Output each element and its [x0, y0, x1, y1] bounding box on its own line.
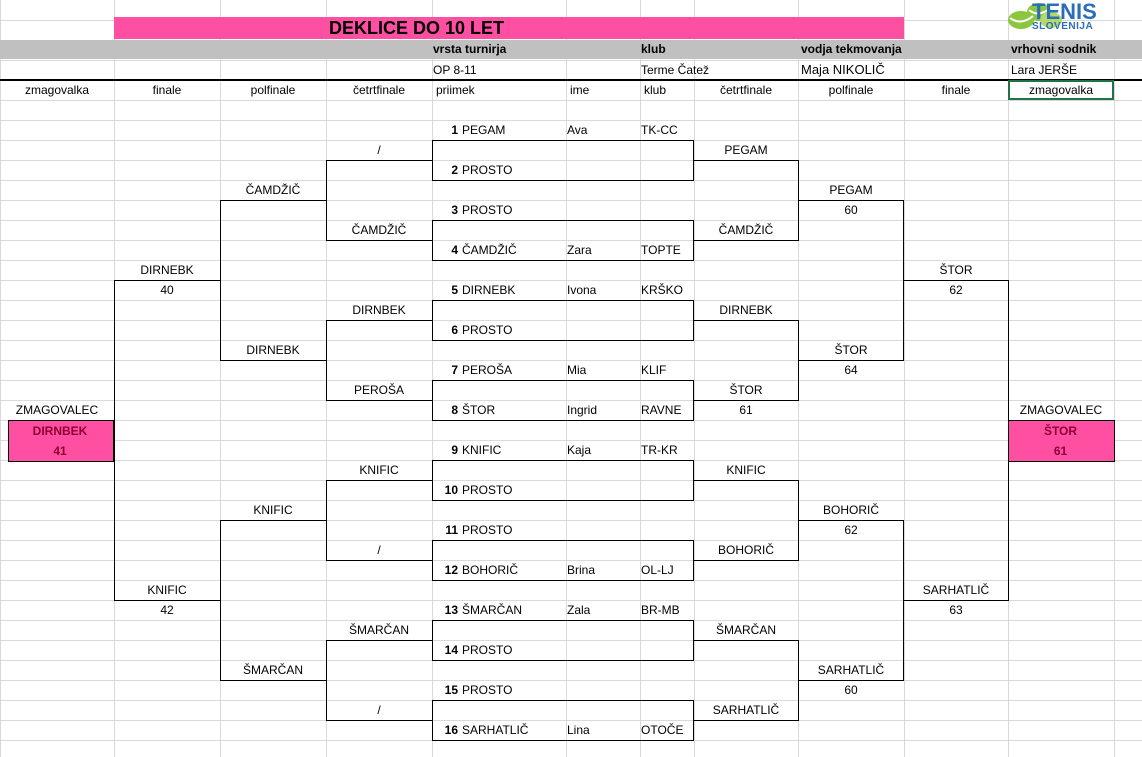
right-sf-winner: BOHORIČ: [822, 503, 879, 517]
player-underline: [432, 740, 694, 741]
meta-label-club: klub: [641, 42, 666, 56]
player-first-name: Ivona: [567, 283, 597, 297]
meta-value-referee: Lara JERŠE: [1011, 63, 1078, 77]
player-surname: PROSTO: [462, 683, 513, 697]
player-first-name: Zara: [567, 243, 592, 257]
left-qf-winner: ŠMARČAN: [348, 623, 409, 637]
bracket-line: [432, 380, 433, 421]
player-club: KRŠKO: [641, 283, 684, 297]
player-club: OL-LJ: [641, 563, 674, 577]
left-sf-line: [220, 520, 326, 521]
player-number: 7: [451, 363, 458, 377]
player-underline: [432, 300, 694, 301]
player-number: 12: [444, 563, 458, 577]
meta-label-referee: vrhovni sodnik: [1011, 42, 1097, 56]
right-sf-score: 60: [844, 683, 858, 697]
player-number: 4: [451, 243, 458, 257]
right-qf-line: [694, 480, 798, 481]
player-underline: [432, 340, 694, 341]
bracket-line: [220, 200, 221, 361]
column-header-5: ime: [570, 83, 590, 97]
right-qf-winner: ČAMDŽIČ: [718, 223, 774, 237]
player-number: 1: [451, 123, 458, 137]
player-first-name: Ingrid: [567, 403, 598, 417]
player-underline: [432, 140, 694, 141]
meta-value-director: Maja NIKOLIČ: [801, 62, 885, 77]
right-qf-line: [694, 320, 798, 321]
player-surname: ČAMDŽIČ: [462, 243, 517, 257]
left-winner-name: DIRNBEK: [32, 424, 88, 438]
bracket-line: [432, 220, 433, 261]
right-qf-winner: KNIFIC: [726, 463, 766, 477]
meta-header-band: [0, 40, 1142, 59]
bracket-line: [432, 700, 433, 741]
player-surname: PROSTO: [462, 323, 513, 337]
player-underline: [432, 540, 694, 541]
right-final-score: 62: [949, 283, 963, 297]
column-header-10: zmagovalka: [1028, 83, 1094, 97]
player-underline: [432, 220, 694, 221]
right-qf-winner: BOHORIČ: [717, 543, 774, 557]
right-sf-score: 62: [844, 523, 858, 537]
player-number: 3: [451, 203, 458, 217]
player-club: TK-CC: [641, 123, 678, 137]
player-number: 9: [451, 443, 458, 457]
column-header-2: polfinale: [250, 83, 296, 97]
player-underline: [432, 500, 694, 501]
right-final-winner: ŠTOR: [939, 263, 973, 277]
left-final-score: 40: [160, 283, 174, 297]
player-underline: [432, 620, 694, 621]
right-final-score: 63: [949, 603, 963, 617]
bracket-line: [432, 460, 433, 501]
player-first-name: Ava: [567, 123, 588, 137]
player-club: TOPTE: [641, 243, 681, 257]
player-surname: DIRNEBK: [462, 283, 516, 297]
left-qf-line: [326, 160, 432, 161]
left-qf-line: [326, 480, 432, 481]
player-surname: PEGAM: [462, 123, 506, 137]
column-header-1: finale: [152, 83, 182, 97]
page-title: DEKLICE DO 10 LET: [328, 18, 505, 38]
column-header-0: zmagovalka: [24, 83, 90, 97]
logo-title: TENIS: [1032, 0, 1097, 24]
player-number: 8: [451, 403, 458, 417]
left-qf-winner: PEROŠA: [353, 383, 404, 397]
left-final-winner: KNIFIC: [147, 583, 187, 597]
player-number: 14: [444, 643, 458, 657]
bracket-line: [432, 140, 433, 181]
left-qf-winner: ČAMDŽIČ: [351, 223, 407, 237]
right-qf-line: [694, 240, 798, 241]
right-sf-winner: SARHATLIČ: [817, 663, 885, 677]
bracket-line: [326, 320, 327, 401]
meta-value-club: Terme Čatež: [641, 63, 710, 77]
player-club: RAVNE: [641, 403, 682, 417]
player-first-name: Zala: [567, 603, 591, 617]
player-first-name: Mia: [567, 363, 587, 377]
left-final-winner: DIRNEBK: [140, 263, 194, 277]
bracket-line: [114, 280, 115, 601]
bracket-line: [432, 540, 433, 581]
player-surname: PROSTO: [462, 523, 513, 537]
player-first-name: Kaja: [567, 443, 592, 457]
right-sf-score: 60: [844, 203, 858, 217]
player-number: 15: [444, 683, 458, 697]
player-surname: PROSTO: [462, 643, 513, 657]
meta-label-director: vodja tekmovanja: [801, 42, 902, 56]
left-winner-label: ZMAGOVALEC: [15, 403, 99, 417]
bracket-line: [432, 300, 433, 341]
left-sf-line: [220, 200, 326, 201]
meta-value-tournament-type: OP 8-11: [433, 63, 477, 77]
left-qf-line: [326, 560, 432, 561]
player-surname: PROSTO: [462, 483, 513, 497]
left-sf-winner: ŠMARČAN: [242, 663, 303, 677]
left-qf-line: [326, 240, 432, 241]
right-final-winner: SARHATLIČ: [922, 583, 990, 597]
player-surname: KNIFIC: [462, 443, 502, 457]
column-header-9: finale: [941, 83, 971, 97]
left-qf-winner: DIRNBEK: [352, 303, 406, 317]
column-header-4: priimek: [436, 83, 475, 97]
column-header-8: polfinale: [828, 83, 874, 97]
player-surname: PROSTO: [462, 163, 513, 177]
bracket-line: [326, 480, 327, 561]
player-underline: [432, 420, 694, 421]
bracket-line: [326, 640, 327, 721]
left-qf-winner: /: [377, 143, 381, 157]
player-club: BR-MB: [641, 603, 680, 617]
right-qf-line: [694, 160, 798, 161]
bracket-line: [220, 520, 221, 681]
left-qf-line: [326, 400, 432, 401]
right-qf-line: [694, 720, 798, 721]
player-number: 2: [451, 163, 458, 177]
column-header-6: klub: [644, 83, 667, 97]
right-qf-winner: PEGAM: [724, 143, 768, 157]
left-qf-line: [326, 640, 432, 641]
left-qf-winner: KNIFIC: [359, 463, 399, 477]
left-final-score: 42: [160, 603, 174, 617]
player-underline: [432, 660, 694, 661]
left-sf-line: [220, 360, 326, 361]
right-qf-line: [694, 560, 798, 561]
right-sf-winner: ŠTOR: [834, 343, 868, 357]
right-winner-label: ZMAGOVALEC: [1019, 403, 1103, 417]
player-number: 11: [445, 523, 458, 537]
player-underline: [432, 380, 694, 381]
player-surname: SARHATLIČ: [462, 723, 529, 737]
left-sf-line: [220, 680, 326, 681]
player-surname: BOHORIČ: [462, 563, 519, 577]
left-winner-score: 41: [53, 444, 67, 458]
player-club: KLIF: [641, 363, 667, 377]
column-header-7: četrtfinale: [719, 83, 773, 97]
left-qf-line: [326, 720, 432, 721]
player-number: 5: [451, 283, 458, 297]
player-underline: [432, 580, 694, 581]
player-underline: [432, 460, 694, 461]
right-winner-score: 61: [1053, 444, 1068, 458]
player-underline: [432, 700, 694, 701]
player-underline: [432, 180, 694, 181]
bracket-line: [326, 160, 327, 241]
right-sf-winner: PEGAM: [829, 183, 873, 197]
player-number: 6: [451, 323, 458, 337]
player-first-name: Lina: [567, 723, 590, 737]
left-sf-winner: KNIFIC: [253, 503, 293, 517]
right-qf-winner: ŠMARČAN: [715, 623, 776, 637]
player-first-name: Brina: [567, 563, 596, 577]
left-sf-winner: ČAMDŽIČ: [245, 183, 301, 197]
player-surname: ŠMARČAN: [462, 603, 523, 617]
right-qf-score: 61: [739, 403, 753, 417]
right-qf-winner: ŠTOR: [729, 383, 763, 397]
left-sf-winner: DIRNEBK: [246, 343, 300, 357]
left-qf-winner: /: [377, 703, 381, 717]
column-header-3: četrtfinale: [352, 83, 406, 97]
player-club: OTOČE: [641, 723, 684, 737]
player-club: TR-KR: [641, 443, 678, 457]
right-qf-winner: DIRNEBK: [719, 303, 773, 317]
right-winner-name: ŠTOR: [1043, 424, 1078, 438]
player-surname: ŠTOR: [462, 403, 496, 417]
logo-subtitle: SLOVENIJA: [1032, 21, 1094, 32]
left-qf-winner: /: [377, 543, 381, 557]
player-surname: PROSTO: [462, 203, 513, 217]
player-surname: PEROŠA: [462, 363, 513, 377]
left-qf-line: [326, 320, 432, 321]
meta-label-tournament-type: vrsta turnirja: [433, 42, 507, 56]
player-number: 10: [444, 483, 458, 497]
right-sf-score: 64: [844, 363, 858, 377]
right-qf-line: [694, 640, 798, 641]
bracket-line: [432, 620, 433, 661]
player-underline: [432, 260, 694, 261]
player-number: 13: [444, 603, 458, 617]
player-number: 16: [444, 723, 458, 737]
right-qf-winner: SARHATLIČ: [712, 703, 780, 717]
